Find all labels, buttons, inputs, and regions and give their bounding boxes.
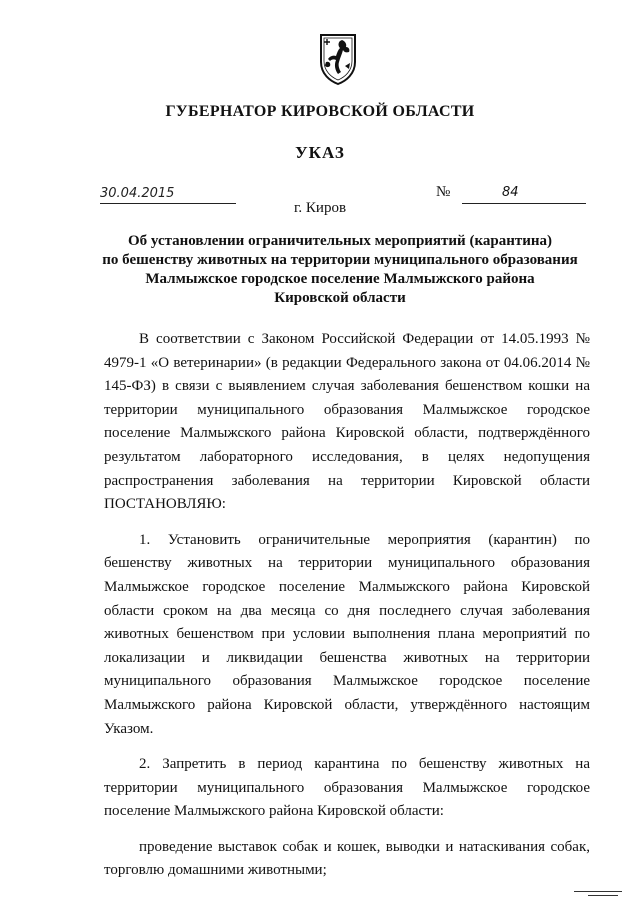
issue-city: г. Киров bbox=[293, 200, 347, 216]
clause-2-paragraph: 2. Запретить в период карантина по бешенству животных на территории муниципального образования Малмыжское городское поселение Малмыжского района Кировской области: bbox=[104, 756, 590, 820]
kirov-coat-of-arms-icon bbox=[318, 32, 358, 86]
subject-line: Малмыжское городское поселение Малмыжского района bbox=[145, 271, 535, 287]
decree-date: 30.04.2015 bbox=[100, 186, 175, 201]
issuer-title: ГУБЕРНАТОР КИРОВСКОЙ ОБЛАСТИ bbox=[165, 103, 475, 120]
clause-2-item-paragraph: проведение выставок собак и кошек, выводки и натаскивания собак, торговлю домашними животными; bbox=[104, 838, 590, 879]
document-type: УКАЗ bbox=[295, 143, 345, 162]
clause-1-paragraph: 1. Установить ограничительные мероприятия (карантин) по бешенству животных на территории муниципального образования Малмыжское городское поселение Малмыжского района Кировской области сроком на два месяца со дня последнего случая заболевания животных бешенством при условии выполнения плана мероприятий по локализации и ликвидации бешенства животных на территории муниципального образования Малмыжское городское поселение Малмыжского района Кировской области, утверждённого настоящим Указом. bbox=[104, 531, 590, 737]
footer-mark-line bbox=[588, 895, 618, 896]
preamble-paragraph: В соответствии с Законом Российской Федерации от 14.05.1993 № 4979-1 «О ветеринарии» (в редакции Федерального закона от 04.06.2014 № 145-ФЗ) в связи с выявлением случая заболевания бешенством кошки на территории муниципального образования Малмыжское городское поселение Малмыжского района Кировской области, подтверждённого результатом лабораторного исследования, в целях недопущения распространения заболевания на территории Кировской области ПОСТАНОВЛЯЮ: bbox=[104, 331, 590, 513]
decree-body bbox=[104, 328, 590, 883]
subject-line: Об установлении ограничительных мероприятий (карантина) bbox=[127, 233, 552, 249]
subject-line: по бешенству животных на территории муниципального образования bbox=[102, 252, 578, 268]
subject-line: Кировской области bbox=[274, 290, 406, 306]
decree-number: 84 bbox=[502, 185, 519, 200]
number-sign: № bbox=[436, 184, 451, 200]
decree-subject bbox=[90, 232, 590, 308]
footer-mark-line bbox=[574, 891, 622, 892]
